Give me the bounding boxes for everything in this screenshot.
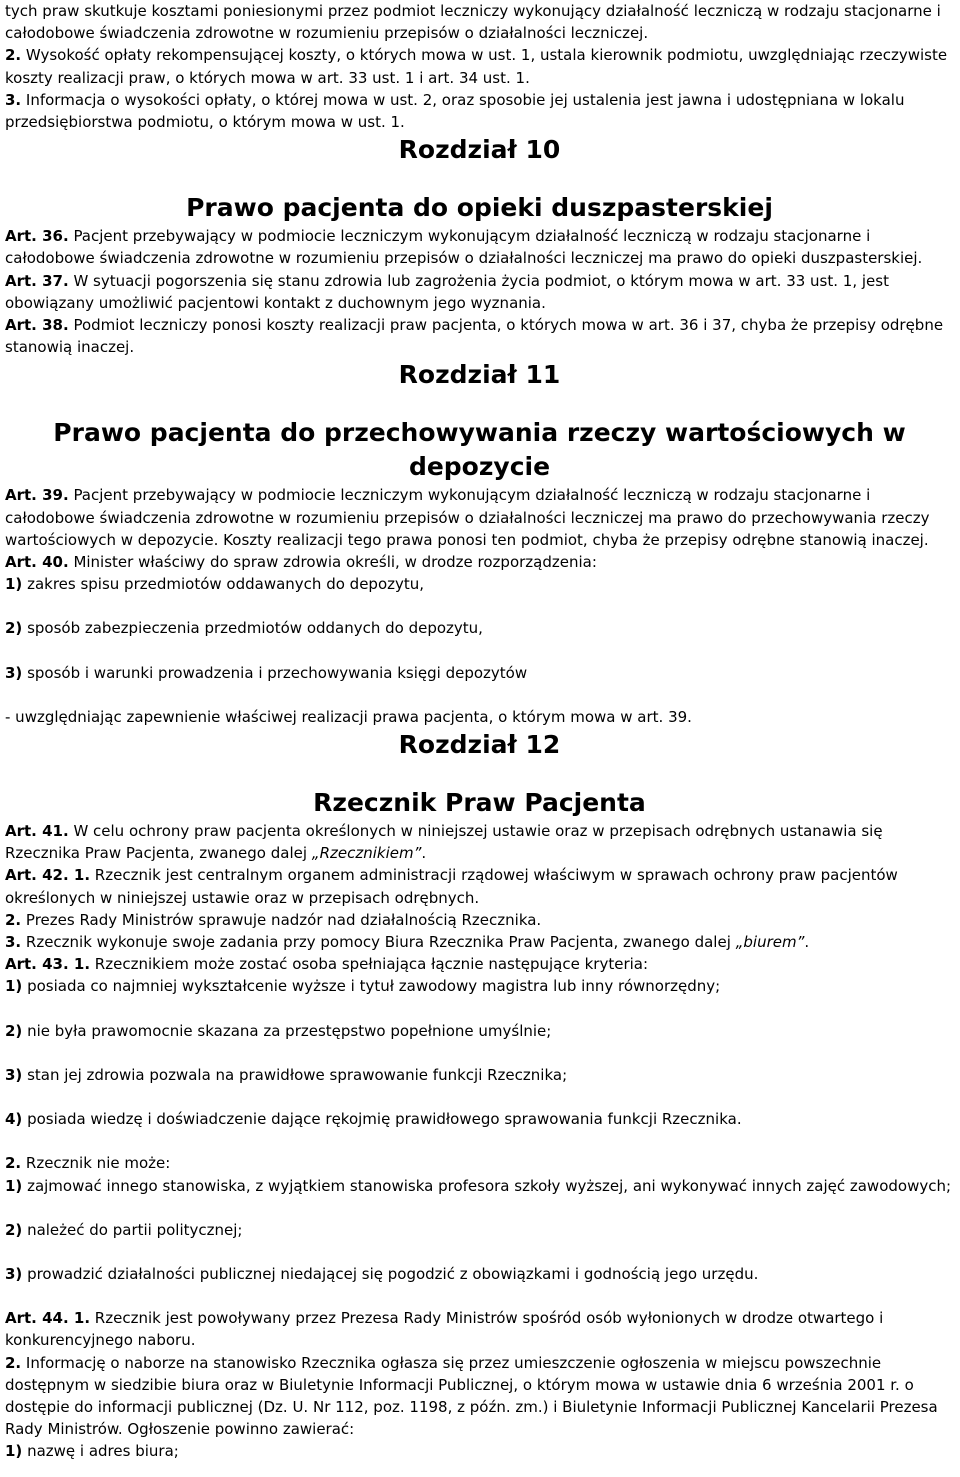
item-number: 3) xyxy=(5,1264,23,1283)
paragraph-number: 2. xyxy=(5,910,22,929)
item-text: posiada wiedzę i doświadczenie dające rękojmię prawidłowego sprawowania funkcji Rzecznika. xyxy=(22,1110,742,1129)
item-text: posiada co najmniej wykształcenie wyższe i tytuł zawodowy magistra lub inny równorzędny; xyxy=(22,977,721,996)
chapter-10-title: Prawo pacjenta do opieki duszpasterskiej xyxy=(186,193,773,223)
article-number: Art. 39. xyxy=(5,486,69,505)
item-text: stan jej zdrowia pozwala na prawidłowe sprawowanie funkcji Rzecznika; xyxy=(22,1065,568,1084)
chapter-11-title: Prawo pacjenta do przechowywania rzeczy wartościowych w depozycie xyxy=(53,418,906,482)
article-43 xyxy=(5,953,954,975)
paragraph-text: Informację o naborze na stanowisko Rzecznika ogłasza się przez umieszczenie ogłoszenia w miejscu powszechnie dostępnym w siedzibie biura oraz w Biuletynie Informacji Publicznej, o którym mowa w ustawie dnia 6 września 2001 r. o dostępie do informacji publicznej (Dz. U. Nr 112, poz. 1198, z późn. zm.) i Biuletynie Informacji Publicznej Kancelarii Prezesa Rady Ministrów. Ogłoszenie powinno zawierać: xyxy=(5,1353,938,1439)
list-item xyxy=(5,617,954,639)
item-number: 3) xyxy=(5,663,23,682)
list-item xyxy=(5,573,954,595)
article-text-end: . xyxy=(421,844,427,863)
chapter-12-heading: Rozdział 12 xyxy=(398,730,561,760)
article-text: Rzecznikiem może zostać osoba spełniająca łącznie następujące kryteria: xyxy=(90,955,649,974)
item-number: 2) xyxy=(5,619,23,638)
article-number: Art. 36. xyxy=(5,227,69,246)
chapter-12-title: Rzecznik Praw Pacjenta xyxy=(313,788,646,818)
article-37 xyxy=(5,270,954,314)
list-item xyxy=(5,1175,954,1197)
intro-paragraph-2 xyxy=(5,44,954,88)
article-text: Podmiot leczniczy ponosi koszty realizacji praw pacjenta, o których mowa w art. 36 i 37, chyba że przepisy odrębne stanowią inaczej. xyxy=(5,316,944,357)
article-text: Rzecznik jest powoływany przez Prezesa Rady Ministrów spośród osób wyłonionych w drodze otwartego i konkurencyjnego naboru. xyxy=(5,1309,884,1350)
article-text: W sytuacji pogorszenia się stanu zdrowia lub zagrożenia życia podmiot, o którym mowa w art. 33 ust. 1, jest obowiązany umożliwić pacjentowi kontakt z duchownym jego wyznania. xyxy=(5,271,889,312)
list-item xyxy=(5,1219,954,1241)
article-41 xyxy=(5,820,954,864)
paragraph-text: Prezes Rady Ministrów sprawuje nadzór nad działalnością Rzecznika. xyxy=(21,910,542,929)
item-number: 1) xyxy=(5,1442,23,1461)
item-number: 2) xyxy=(5,1220,23,1239)
article-42 xyxy=(5,864,954,908)
item-text: prowadzić działalności publicznej niedającej się pogodzić z obowiązkami i godnością jego urzędu. xyxy=(22,1264,759,1283)
paragraph-number: 2. xyxy=(5,46,22,65)
item-number: 3) xyxy=(5,1065,23,1084)
paragraph-number: 3. xyxy=(5,933,22,952)
article-number: Art. 44. 1. xyxy=(5,1309,91,1328)
article-42-paragraph-2 xyxy=(5,909,954,931)
item-text: sposób zabezpieczenia przedmiotów oddanych do depozytu, xyxy=(22,619,483,638)
list-item xyxy=(5,662,954,684)
article-number: Art. 38. xyxy=(5,316,69,335)
article-number: Art. 43. 1. xyxy=(5,955,91,974)
article-text: Minister właściwy do spraw zdrowia określi, w drodze rozporządzenia: xyxy=(68,553,597,572)
article-39 xyxy=(5,484,954,551)
item-text: nie była prawomocnie skazana za przestępstwo popełnione umyślnie; xyxy=(22,1021,552,1040)
list-item xyxy=(5,1108,954,1130)
chapter-10-heading: Rozdział 10 xyxy=(398,135,561,165)
item-number: 1) xyxy=(5,977,23,996)
item-text: zajmować innego stanowiska, z wyjątkiem stanowiska profesora szkoły wyższej, ani wykonywać innych zajęć zawodowych; xyxy=(22,1176,952,1195)
item-number: 2) xyxy=(5,1021,23,1040)
article-text: Pacjent przebywający w podmiocie leczniczym wykonującym działalność leczniczą w rodzaju stacjonarne i całodobowe świadczenia zdrowotne w rozumieniu przepisów o działalności leczniczej ma prawo do opieki duszpasterskiej. xyxy=(5,227,923,268)
paragraph-text: Rzecznik nie może: xyxy=(21,1154,171,1173)
article-42-paragraph-3 xyxy=(5,931,954,953)
paragraph-italic-term: „biurem” xyxy=(735,933,805,952)
article-number: Art. 42. 1. xyxy=(5,866,91,885)
intro-paragraph-1: tych praw skutkuje kosztami poniesionymi przez podmiot leczniczy wykonujący działalność leczniczą w rodzaju stacjonarne i całodobowe świadczenia zdrowotne w rozumieniu przepisów o działalności leczniczej. xyxy=(5,2,941,43)
list-item xyxy=(5,1020,954,1042)
article-43-paragraph-2 xyxy=(5,1152,954,1174)
article-36 xyxy=(5,225,954,269)
intro-paragraph-3 xyxy=(5,89,954,133)
item-number: 4) xyxy=(5,1110,23,1129)
article-number: Art. 40. xyxy=(5,553,69,572)
list-item xyxy=(5,975,954,997)
item-text: zakres spisu przedmiotów oddawanych do depozytu, xyxy=(22,575,425,594)
article-text: Pacjent przebywający w podmiocie leczniczym wykonującym działalność leczniczą w rodzaju stacjonarne i całodobowe świadczenia zdrowotne w rozumieniu przepisów o działalności leczniczej ma prawo do przechowywania rzeczy wartościowych w depozycie. Koszty realizacji tego prawa ponosi ten podmiot, chyba że przepisy odrębne stanowią inaczej. xyxy=(5,486,930,549)
paragraph-text: Informacja o wysokości opłaty, o której mowa w ust. 2, oraz sposobie jej ustalenia jest jawna i udostępniana w lokalu przedsiębiorstwa podmiotu, o którym mowa w ust. 1. xyxy=(5,90,905,132)
article-40 xyxy=(5,551,954,573)
item-number: 1) xyxy=(5,1176,23,1195)
article-number: Art. 41. xyxy=(5,822,69,841)
paragraph-text: Wysokość opłaty rekompensującej koszty, o których mowa w ust. 1, ustala kierownik podmiotu, uwzględniając rzeczywiste koszty realizacji praw, o których mowa w art. 33 ust. 1 i art. 34 ust. 1. xyxy=(5,46,948,87)
paragraph-number: 2. xyxy=(5,1154,22,1173)
item-text: należeć do partii politycznej; xyxy=(22,1220,243,1239)
item-text: sposób i warunki prowadzenia i przechowywania księgi depozytów xyxy=(22,663,528,682)
paragraph-number: 3. xyxy=(5,90,22,109)
article-40-closing: - uwzględniając zapewnienie właściwej realizacji prawa pacjenta, o którym mowa w art. 39. xyxy=(5,707,692,726)
article-italic-term: „Rzecznikiem” xyxy=(311,844,422,863)
article-text: W celu ochrony praw pacjenta określonych w niniejszej ustawie oraz w przepisach odrębnych ustanawia się Rzecznika Praw Pacjenta, zwanego dalej xyxy=(5,822,883,863)
article-44 xyxy=(5,1307,954,1351)
article-44-paragraph-2 xyxy=(5,1352,954,1441)
chapter-11-heading: Rozdział 11 xyxy=(398,360,561,390)
list-item xyxy=(5,1064,954,1086)
paragraph-text-end: . xyxy=(804,933,810,952)
paragraph-number: 2. xyxy=(5,1353,22,1372)
item-text: nazwę i adres biura; xyxy=(22,1442,179,1461)
article-text: Rzecznik jest centralnym organem administracji rządowej właściwym w sprawach ochrony praw pacjentów określonych w niniejszej ustawie oraz w przepisach odrębnych. xyxy=(5,866,898,907)
article-number: Art. 37. xyxy=(5,271,69,290)
item-number: 1) xyxy=(5,575,23,594)
article-38 xyxy=(5,314,954,358)
list-item xyxy=(5,1440,954,1462)
list-item xyxy=(5,1263,954,1285)
paragraph-text: Rzecznik wykonuje swoje zadania przy pomocy Biura Rzecznika Praw Pacjenta, zwanego dalej xyxy=(21,933,736,952)
